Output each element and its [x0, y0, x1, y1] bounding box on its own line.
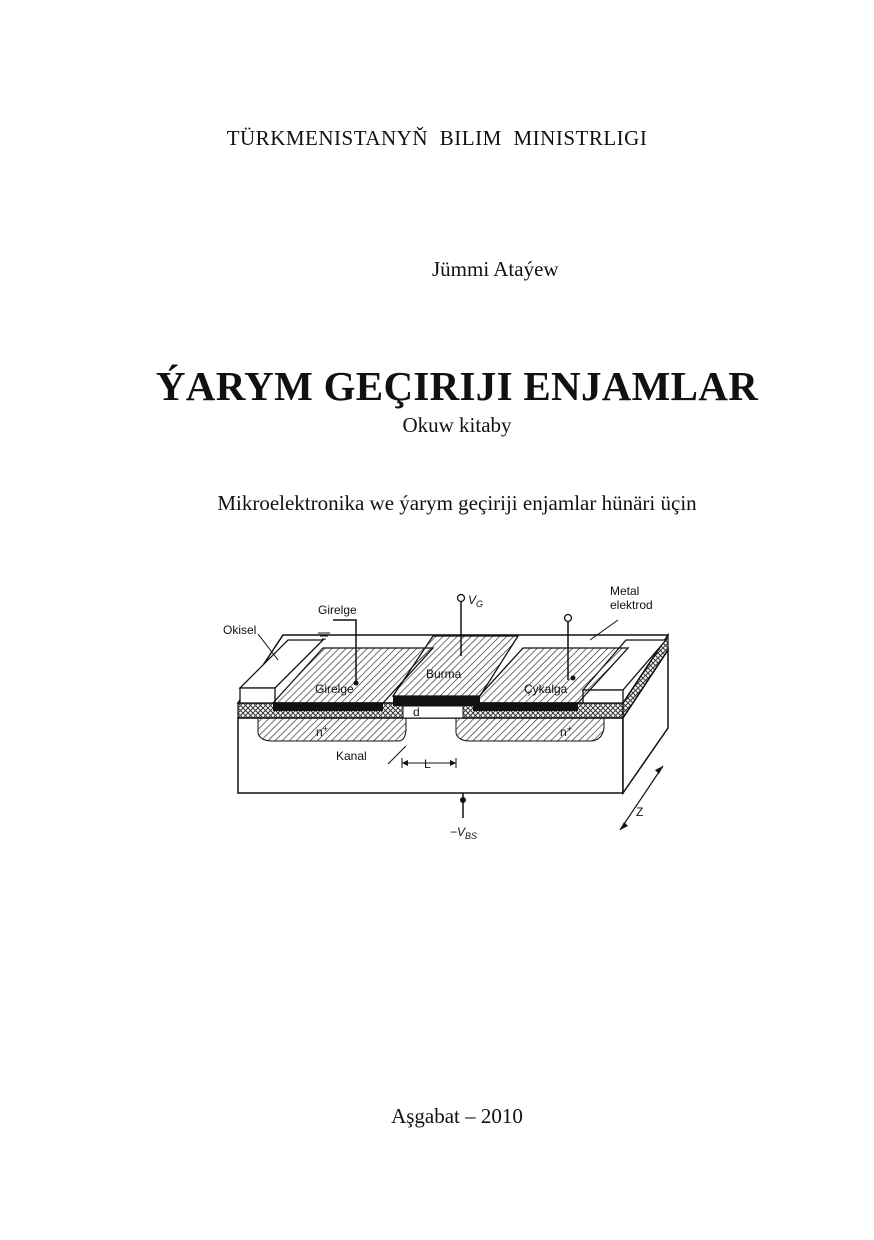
label-metal: Metal	[610, 584, 640, 598]
label-okisel: Okisel	[223, 623, 257, 637]
book-title: ÝARYM GEÇIRIJI ENJAMLAR	[155, 363, 759, 409]
mosfet-diagram	[218, 578, 678, 850]
label-girelge-top: Girelge	[318, 603, 357, 617]
label-girelge: Girelge	[315, 682, 354, 696]
label-burma: Burma	[426, 667, 462, 681]
author-name: Jümmi Ataýew	[432, 257, 559, 281]
label-vg	[468, 593, 483, 609]
label-n-left-sup: +	[322, 724, 328, 734]
n-plus-source-region	[258, 718, 406, 741]
n-plus-drain-region	[456, 718, 604, 741]
label-n-right-main: n	[560, 725, 567, 739]
label-kanal: Kanal	[336, 749, 367, 763]
book-purpose: Mikroelektronika we ýarym geçiriji enjamlar hünäri üçin	[217, 491, 697, 515]
label-vg-main: V	[468, 593, 477, 607]
ministry-heading: TÜRKMENISTANYŇ BILIM MINISTRLIGI	[226, 126, 648, 150]
label-vbs	[450, 825, 477, 841]
substrate-terminal	[460, 793, 466, 818]
label-n-right-sup: +	[566, 724, 572, 734]
label-n-left-main: n	[316, 725, 323, 739]
city-year: Aşgabat – 2010	[391, 1104, 523, 1128]
label-vbs-sub: BS	[465, 831, 478, 841]
label-elektrod: elektrod	[610, 598, 653, 612]
label-d: d	[413, 705, 420, 719]
label-z: Z	[636, 805, 644, 819]
label-vg-sub: G	[476, 599, 484, 609]
label-l: L	[424, 757, 431, 771]
book-subtitle: Okuw kitaby	[402, 413, 512, 437]
label-cykalga: Çykalga	[524, 682, 568, 696]
label-vbs-main: −V	[450, 825, 466, 839]
